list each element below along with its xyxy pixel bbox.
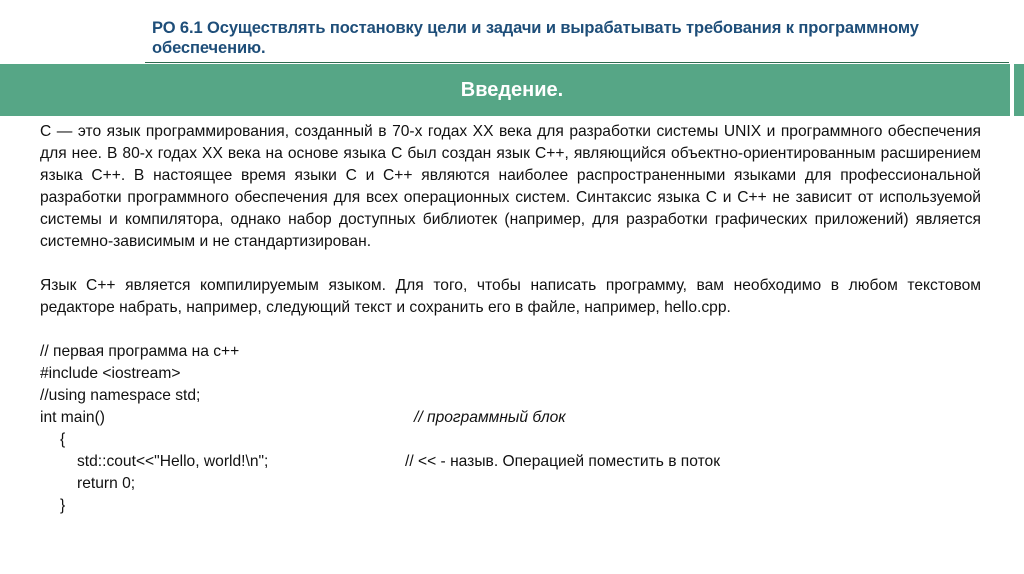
code-line	[40, 385, 981, 407]
compile-paragraph: Язык С++ является компилируемым языком. Для того, чтобы написать программу, вам необходимо в любом текстовом редакторе набрать, например, следующий текст и сохранить его в файле, например, hello.cpp.	[40, 277, 981, 316]
code-return-line: return 0;	[77, 475, 136, 492]
section-banner	[0, 64, 1024, 116]
code-close-brace: }	[60, 497, 66, 514]
code-using-line: //using namespace std;	[40, 387, 201, 404]
code-line	[40, 407, 981, 429]
code-line	[40, 429, 981, 451]
code-open-brace: {	[60, 431, 66, 448]
header-divider	[145, 62, 1009, 63]
slide-content	[40, 121, 981, 517]
code-line	[40, 473, 981, 495]
code-line	[40, 495, 981, 517]
code-include-line: #include <iostream>	[40, 365, 181, 382]
code-stream-comment: // << - назыв. Операцией поместить в поток	[405, 453, 721, 470]
intro-paragraph: С — это язык программирования, созданный в 70-х годах XX века для разработки системы UNIX и программного обеспечения для нее. В 80-х годах XX века на основе языка С был создан язык C++, являющийся объектно-ориентированным расширением языка C++. В настоящее время языки С и C++ являются наиболее распространенными языками для профессиональной разработки программного обеспечения для всех операционных систем. Синтаксис языка С и C++ не зависит от используемой системы и компилятора, однако набор доступных библиотек (например, для разработки графических приложений) является системно-зависимым и не стандартизирован.	[40, 123, 981, 250]
slide-title: РО 6.1 Осуществлять постановку цели и задачи и вырабатывать требования к программному обеспечению.	[152, 19, 919, 57]
paragraph-gap	[40, 319, 981, 341]
code-cout-line: std::cout<<"Hello, world!\n";	[77, 453, 269, 470]
code-comment-line: // первая программа на с++	[40, 343, 240, 360]
code-block-comment: // программный блок	[414, 409, 566, 426]
code-main-line: int main()	[40, 409, 105, 426]
code-listing	[40, 341, 981, 517]
code-line	[40, 451, 981, 473]
code-line	[40, 341, 981, 363]
code-line	[40, 363, 981, 385]
section-title: Введение.	[460, 79, 564, 101]
paragraph-gap	[40, 253, 981, 275]
